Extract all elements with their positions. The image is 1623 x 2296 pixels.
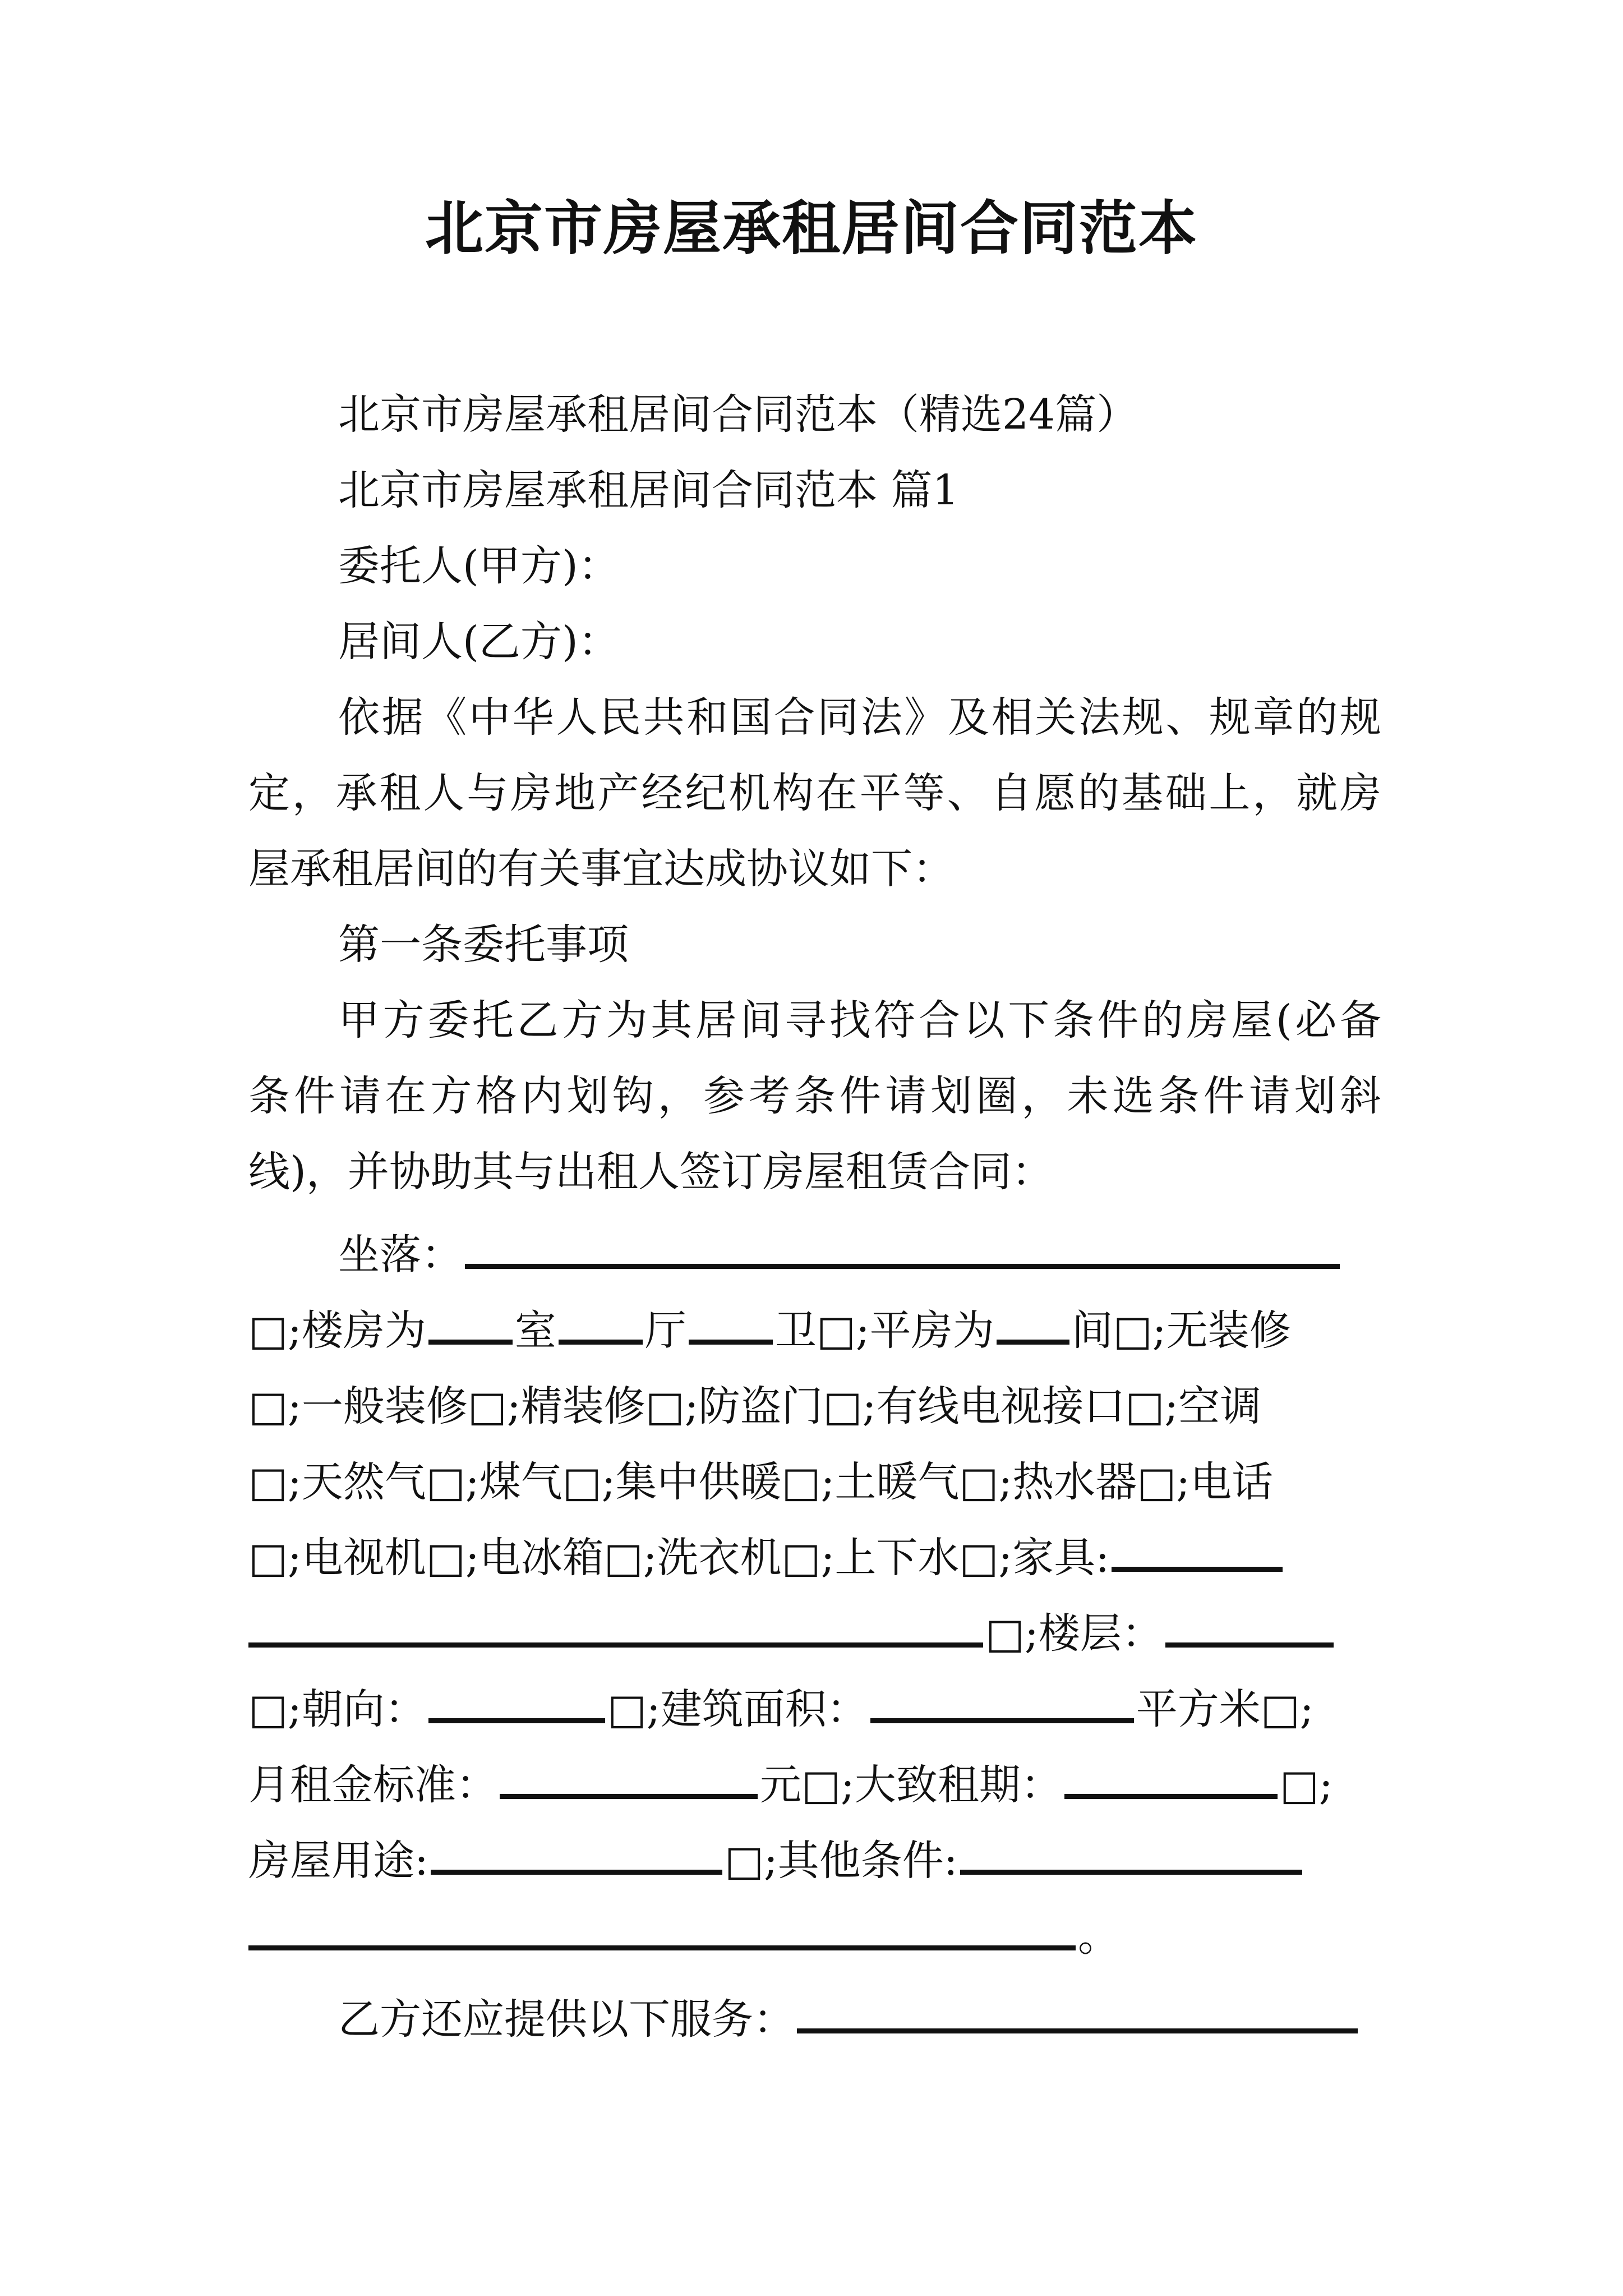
usage-field[interactable] xyxy=(431,1829,722,1875)
form-line6-b: □;建筑面积： xyxy=(607,1685,868,1733)
location-label: 坐落： xyxy=(338,1231,463,1279)
form-line-2: □;一般装修□;精装修□;防盗门□;有线电视接口□;空调 xyxy=(248,1382,1262,1430)
extra-services-field[interactable] xyxy=(797,1988,1358,2033)
form-line-1 xyxy=(248,1297,1381,1364)
form-line7-b: 元□;大致租期： xyxy=(760,1761,1062,1809)
article1-heading: 第一条委托事项 xyxy=(338,921,629,969)
form-line1-e: 间□;无装修 xyxy=(1071,1306,1291,1355)
broker-label: 居间人(乙方)： xyxy=(338,618,620,666)
area-field[interactable] xyxy=(870,1678,1134,1723)
form-line-6 xyxy=(248,1676,1381,1742)
form-line1-b: 室 xyxy=(514,1306,556,1355)
form-line-4 xyxy=(248,1525,1381,1591)
extra-services-line xyxy=(248,1986,1381,2053)
intro-line-1: 依据《中华人民共和国合同法》及相关法规、规章的规 xyxy=(338,693,1381,742)
halls-field[interactable] xyxy=(559,1299,643,1345)
article1-line-3: 线)，并协助其与出租人签订房屋租赁合同： xyxy=(248,1148,1053,1196)
form-line8-b: □;其他条件: xyxy=(724,1837,958,1885)
baths-field[interactable] xyxy=(689,1299,773,1345)
intro-line-2: 定，承租人与房地产经纪机构在平等、自愿的基础上，就房 xyxy=(248,769,1381,817)
bungalow-rooms-field[interactable] xyxy=(997,1299,1069,1345)
furniture-field-cont[interactable] xyxy=(248,1602,983,1648)
floor-field[interactable] xyxy=(1165,1602,1334,1648)
section-heading: 北京市房屋承租居间合同范本 篇1 xyxy=(338,466,959,514)
rooms-field[interactable] xyxy=(428,1299,513,1345)
form-line6-a: □;朝向： xyxy=(248,1685,426,1733)
form-line6-c: 平方米□; xyxy=(1136,1685,1314,1733)
orientation-field[interactable] xyxy=(428,1678,605,1723)
form-line1-a: □;楼房为 xyxy=(248,1306,426,1355)
form-line-3: □;天然气□;煤气□;集中供暖□;土暖气□;热水器□;电话 xyxy=(248,1458,1274,1506)
document-subtitle: 北京市房屋承租居间合同范本（精选24篇） xyxy=(338,390,1138,439)
form-line1-d: 卫□;平房为 xyxy=(774,1306,994,1355)
other-conditions-field[interactable] xyxy=(960,1829,1302,1875)
form-line7-c: □; xyxy=(1279,1761,1333,1809)
form-line-9 xyxy=(248,1903,1381,1970)
other-conditions-field-cont[interactable] xyxy=(248,1905,1076,1950)
document-title: 北京市房屋承租居间合同范本 xyxy=(425,194,1198,263)
form-line-8 xyxy=(248,1828,1381,1894)
article1-line-1: 甲方委托乙方为其居间寻找符合以下条件的房屋(必备 xyxy=(338,996,1381,1045)
extra-services-label: 乙方还应提供以下服务： xyxy=(338,1995,795,2044)
form-line-7 xyxy=(248,1752,1381,1818)
client-label: 委托人(甲方)： xyxy=(338,542,620,590)
form-line-5 xyxy=(248,1600,1381,1667)
location-field[interactable] xyxy=(465,1223,1340,1269)
form-line9-end: 。 xyxy=(1078,1912,1119,1961)
form-location-line xyxy=(248,1222,1381,1288)
furniture-field[interactable] xyxy=(1112,1526,1283,1572)
form-line1-c: 厅 xyxy=(644,1306,686,1355)
intro-line-3: 屋承租居间的有关事宜达成协议如下： xyxy=(248,845,954,893)
lease-term-field[interactable] xyxy=(1064,1754,1278,1799)
form-line7-a: 月租金标准： xyxy=(248,1761,497,1809)
form-line4-text: □;电视机□;电冰箱□;洗衣机□;上下水□;家具: xyxy=(248,1534,1110,1582)
form-line8-a: 房屋用途: xyxy=(248,1837,428,1885)
monthly-rent-field[interactable] xyxy=(500,1754,758,1799)
form-line5-a: □;楼层： xyxy=(985,1609,1163,1658)
article1-line-2: 条件请在方格内划钩，参考条件请划圈，未选条件请划斜 xyxy=(248,1072,1381,1120)
